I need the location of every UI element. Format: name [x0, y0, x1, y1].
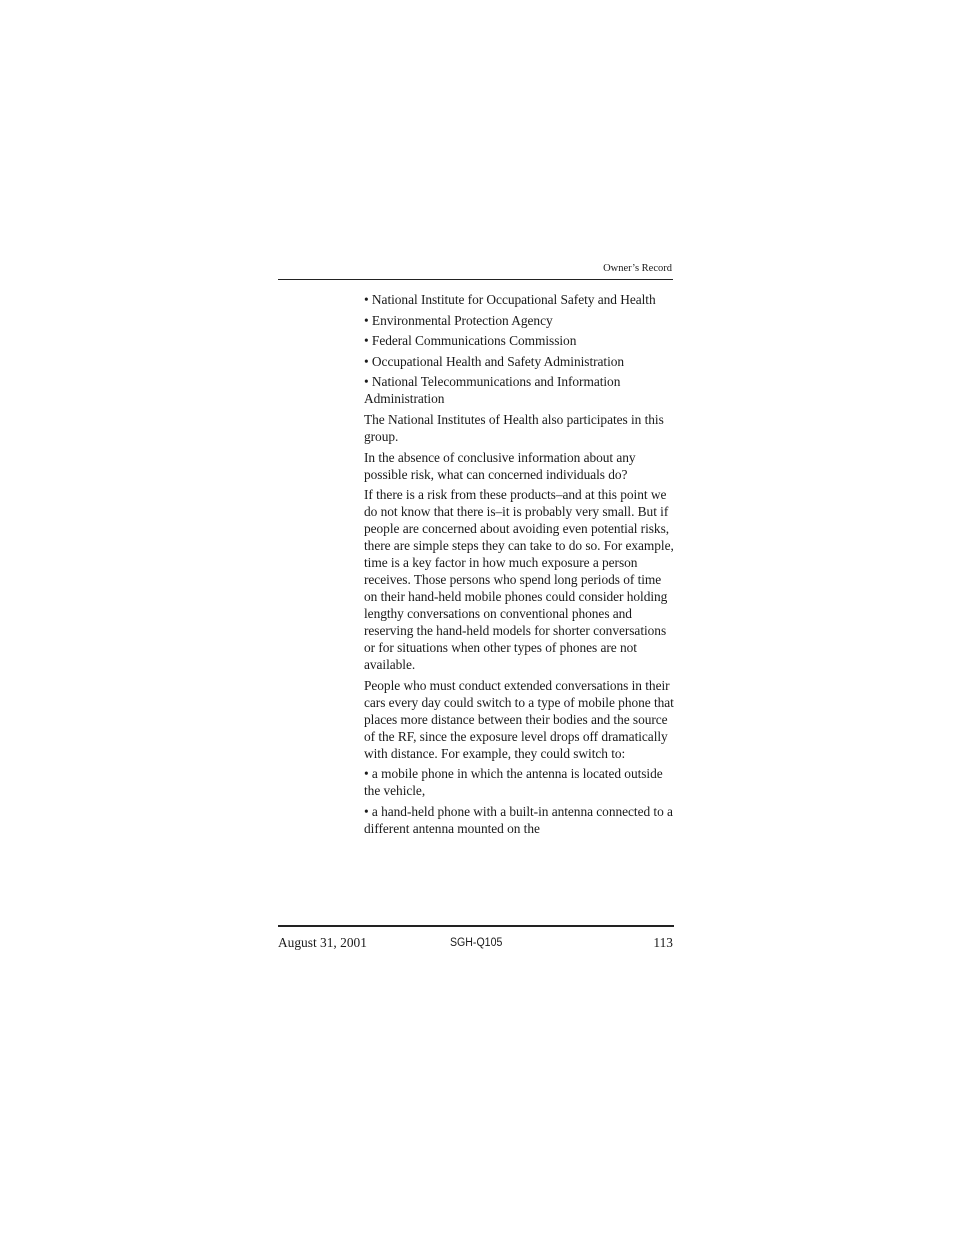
bullet-ntia: • National Telecommunications and Information Administration [364, 374, 621, 407]
footer-date: August 31, 2001 [278, 935, 367, 950]
bullet-builtin-antenna: • a hand-held phone with a built-in antenna connected to a different antenna mounted on the [364, 803, 673, 836]
footer [278, 934, 673, 952]
bullet-external-antenna: • a mobile phone in which the antenna is located outside the vehicle, [364, 766, 663, 799]
bullet-niosh: • National Institute for Occupational Safety and Health [364, 292, 656, 307]
page-number: 113 [653, 935, 673, 950]
paragraph-nih: The National Institutes of Health also participates in this group. [364, 411, 664, 444]
paragraph-question: In the absence of conclusive information about any possible risk, what can concerned individuals do? [364, 449, 636, 482]
bullet-epa: • Environmental Protection Agency [364, 312, 553, 328]
header-rule [278, 279, 673, 280]
paragraph-cars: People who must conduct extended conversations in their cars every day could switch to a type of mobile phone that places more distance between their bodies and the source of the RF, since the exposure level drops off dramatically with distance. For example, they could switch to: [364, 677, 674, 761]
running-head: Owner’s Record [603, 263, 672, 274]
body-text [364, 291, 676, 841]
paragraph-risk: If there is a risk from these products–and at this point we do not know that there is–it is probably very small. But if people are concerned about avoiding even potential risks, there are simple steps they can take to do so. For example, time is a key factor in how much exposure a person receives. Those persons who spend long periods of time on their hand-held mobile phones could consider holding lengthy conversations on conventional phones and reserving the hand-held models for shorter conversations or for situations when other types of phones are not available. [364, 487, 674, 673]
footer-model: SGH-Q105 [450, 937, 503, 949]
bullet-fcc: • Federal Communications Commission [364, 333, 577, 349]
bullet-osha: • Occupational Health and Safety Administration [364, 353, 625, 369]
footer-rule [278, 925, 674, 927]
